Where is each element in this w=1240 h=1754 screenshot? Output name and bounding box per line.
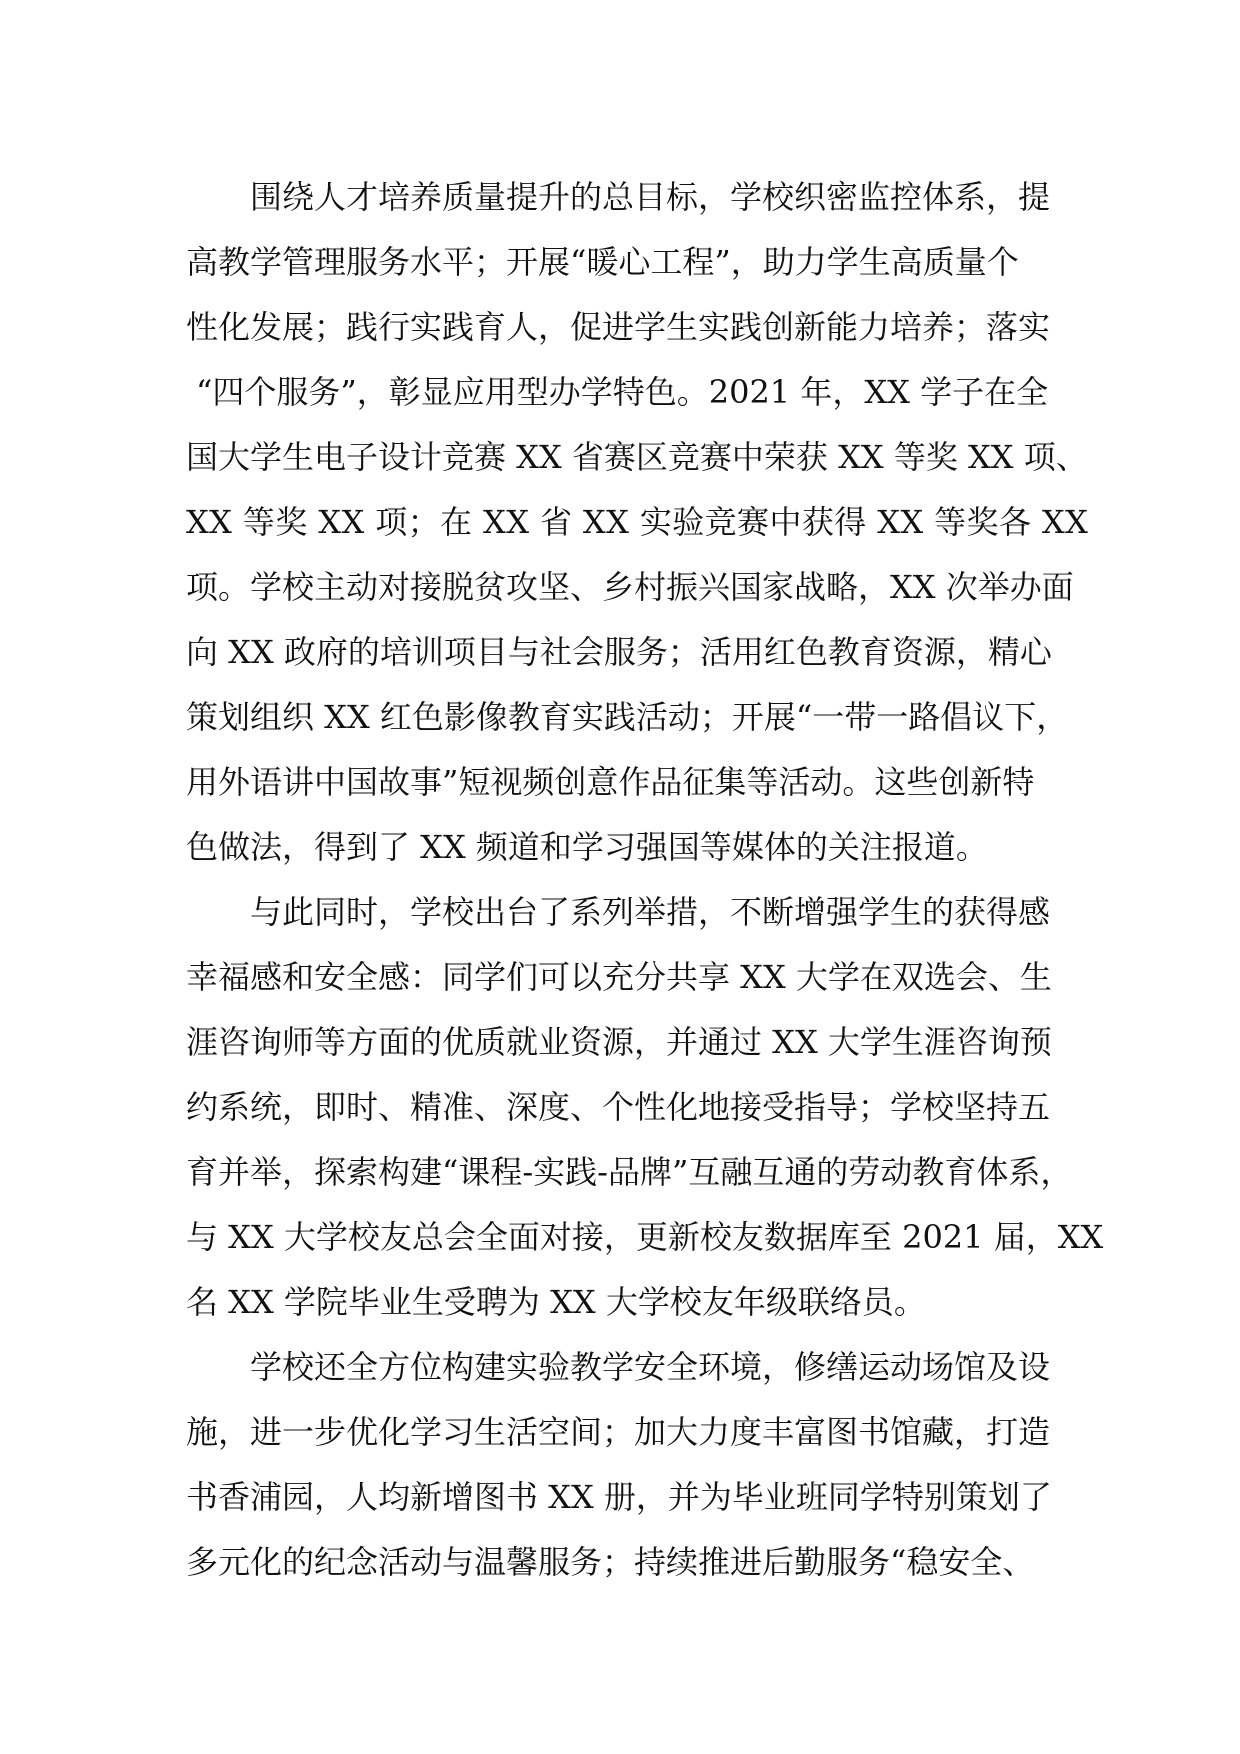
paragraph-line: 与 XX 大学校友总会全面对接，更新校友数据库至 2021 届，XX [186, 1218, 1104, 1256]
document-body [186, 165, 1104, 1595]
paragraph-line: 策划组织 XX 红色影像教育实践活动；开展“一带一路倡议下， [186, 698, 1069, 736]
paragraph-line: 学校还全方位构建实验教学安全环境，修缮运动场馆及设 [250, 1348, 1051, 1386]
paragraph-line: “四个服务”，彰显应用型办学特色。2021 年，XX 学子在全 [196, 373, 1049, 411]
paragraph-line: 育并举，探索构建“课程-实践-品牌”互融互通的劳动教育体系， [186, 1153, 1073, 1191]
paragraph-line: 国大学生电子设计竞赛 XX 省赛区竞赛中荣获 XX 等奖 XX 项、 [186, 438, 1088, 476]
paragraph-line: 幸福感和安全感：同学们可以充分共享 XX 大学在双选会、生 [186, 958, 1052, 996]
paragraph-line: 用外语讲中国故事”短视频创意作品征集等活动。这些创新特 [186, 763, 1035, 801]
paragraph-line: 色做法，得到了 XX 频道和学习强国等媒体的关注报道。 [186, 828, 988, 866]
paragraph-line: 多元化的纪念活动与温馨服务；持续推进后勤服务“稳安全、 [186, 1543, 1035, 1581]
paragraph-line: 向 XX 政府的培训项目与社会服务；活用红色教育资源，精心 [186, 633, 1052, 671]
paragraph-2 [186, 880, 1104, 1335]
paragraph-line: 名 XX 学院毕业生受聘为 XX 大学校友年级联络员。 [186, 1283, 926, 1321]
paragraph-line: 性化发展；践行实践育人，促进学生实践创新能力培养；落实 [186, 308, 1051, 346]
paragraph-line: 书香浦园，人均新增图书 XX 册，并为毕业班同学特别策划了 [186, 1478, 1052, 1516]
paragraph-line: 施，进一步优化学习生活空间；加大力度丰富图书馆藏，打造 [186, 1413, 1051, 1451]
paragraph-line: XX 等奖 XX 项；在 XX 省 XX 实验竞赛中获得 XX 等奖各 XX [186, 503, 1089, 541]
paragraph-1 [186, 165, 1089, 880]
paragraph-3 [186, 1335, 1056, 1595]
paragraph-line: 项。学校主动对接脱贫攻坚、乡村振兴国家战略，XX 次举办面 [186, 568, 1074, 606]
paragraph-line: 涯咨询师等方面的优质就业资源，并通过 XX 大学生涯咨询预 [186, 1023, 1052, 1061]
paragraph-line: 高教学管理服务水平；开展“暖心工程”，助力学生高质量个 [186, 243, 1019, 281]
paragraph-line: 与此同时，学校出台了系列举措，不断增强学生的获得感 [250, 893, 1051, 931]
paragraph-line: 围绕人才培养质量提升的总目标，学校织密监控体系，提 [250, 178, 1051, 216]
paragraph-line: 约系统，即时、精准、深度、个性化地接受指导；学校坚持五 [186, 1088, 1051, 1126]
